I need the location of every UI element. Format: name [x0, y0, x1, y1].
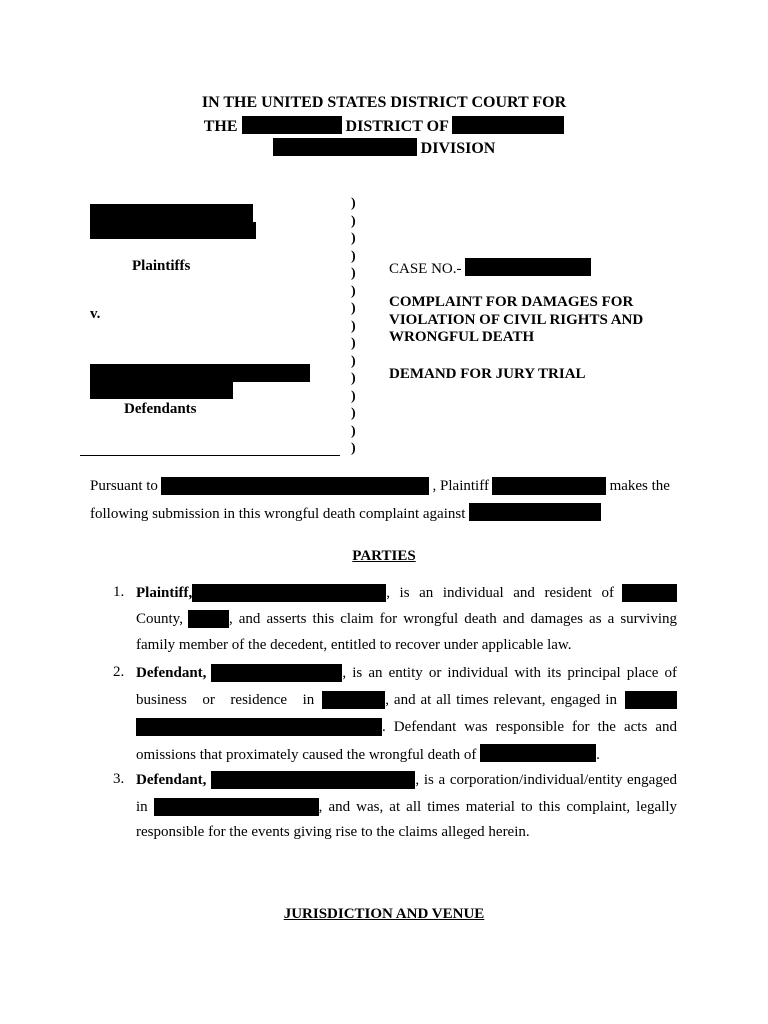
defendants-label: Defendants — [124, 401, 197, 417]
item-2-business-text: business or residence in — [136, 691, 315, 708]
redacted-case-number — [465, 258, 591, 276]
caption-district-of: DISTRICT OF — [345, 118, 449, 135]
redacted-party-name — [211, 771, 415, 789]
item-1-number: 1. — [113, 584, 125, 600]
redacted-state-name — [452, 116, 564, 134]
item-2-line-1 — [136, 664, 677, 682]
item-2-label: Defendant, — [136, 664, 207, 681]
redacted-location — [322, 691, 385, 709]
item-1-text-b: , and asserts this claim for wrongful death and damages as a surviving — [228, 610, 677, 627]
caption-the: THE — [203, 118, 238, 135]
item-3-text-a: , is a corporation/individual/entity engaged — [415, 771, 677, 788]
redacted-district-name — [242, 116, 342, 134]
complaint-title-line-3: WRONGFUL DEATH — [389, 329, 535, 345]
redacted-party-name — [192, 584, 386, 602]
redacted-state — [188, 610, 229, 628]
caption-division: DIVISION — [420, 140, 496, 157]
caption-line-1: IN THE UNITED STATES DISTRICT COURT FOR — [201, 94, 567, 111]
item-2-line-2 — [136, 691, 677, 709]
item-3-line-2 — [136, 798, 677, 816]
item-3-label: Defendant, — [136, 771, 207, 788]
intro-makes-text: makes the — [609, 477, 670, 494]
versus-label: v. — [90, 306, 101, 322]
redacted-plaintiff-names — [90, 204, 256, 239]
intro-following-text: following submission in this wrongful death complaint against — [90, 506, 466, 522]
complaint-title-line-1: COMPLAINT FOR DAMAGES FOR — [389, 294, 634, 310]
intro-line-1 — [90, 477, 670, 495]
case-number-line — [389, 258, 591, 278]
redacted-defendant-names — [90, 364, 310, 399]
item-1-line-1 — [136, 584, 677, 602]
item-3-number: 3. — [113, 771, 125, 787]
item-2-text-b: , and at all times relevant, engaged in — [385, 691, 617, 708]
item-2-text-d: omissions that proximately caused the wrongful death of — [136, 747, 477, 763]
redacted-statute — [161, 477, 429, 495]
redacted-division-name — [273, 138, 417, 156]
intro-plaintiff-text: , Plaintiff — [432, 477, 489, 494]
redacted-county — [622, 584, 677, 602]
jury-demand: DEMAND FOR JURY TRIAL — [389, 366, 586, 382]
complaint-title — [389, 294, 643, 347]
item-1-county-text: County, — [136, 610, 183, 627]
item-3-in-text: in — [136, 798, 148, 815]
item-1-label: Plaintiff, — [136, 584, 193, 601]
item-2-line-3 — [136, 718, 677, 736]
caption-line-3 — [0, 138, 768, 160]
case-no-label: CASE NO.- — [389, 261, 462, 277]
item-2-number: 2. — [113, 664, 125, 680]
court-caption — [0, 94, 768, 160]
item-1-text-a: , is an individual and resident of — [386, 584, 614, 601]
redacted-decedent-name — [480, 744, 596, 762]
redacted-activity-continued — [136, 718, 382, 736]
item-3-line-3: responsible for the events giving rise to the claims alleged herein. — [136, 824, 530, 840]
intro-line-2 — [90, 503, 601, 523]
item-3-text-b: , and was, at all times material to this complaint, legally — [318, 798, 677, 815]
redacted-plaintiff-name — [492, 477, 606, 495]
caption-line-2 — [0, 116, 768, 138]
complaint-title-line-2: VIOLATION OF CIVIL RIGHTS AND — [389, 311, 644, 328]
jurisdiction-heading: JURISDICTION AND VENUE — [283, 906, 485, 922]
item-2-text-a: , is an entity or individual with its principal place of — [342, 664, 677, 681]
redacted-business-activity — [154, 798, 319, 816]
redacted-activity — [625, 691, 677, 709]
item-2-text-c: . Defendant was responsible for the acts and — [382, 718, 677, 735]
parties-heading: PARTIES — [352, 548, 416, 564]
item-3-line-1 — [136, 771, 677, 789]
redacted-defendant-name — [469, 503, 601, 521]
item-1-line-2 — [136, 610, 677, 628]
item-2-period: . — [596, 747, 600, 763]
item-1-line-3: family member of the decedent, entitled to recover under applicable law. — [136, 637, 572, 653]
redacted-party-name — [211, 664, 342, 682]
item-2-line-4 — [136, 744, 677, 764]
caption-divider-line — [80, 455, 340, 456]
plaintiffs-label: Plaintiffs — [132, 258, 191, 274]
intro-pursuant-text: Pursuant to — [90, 477, 158, 494]
